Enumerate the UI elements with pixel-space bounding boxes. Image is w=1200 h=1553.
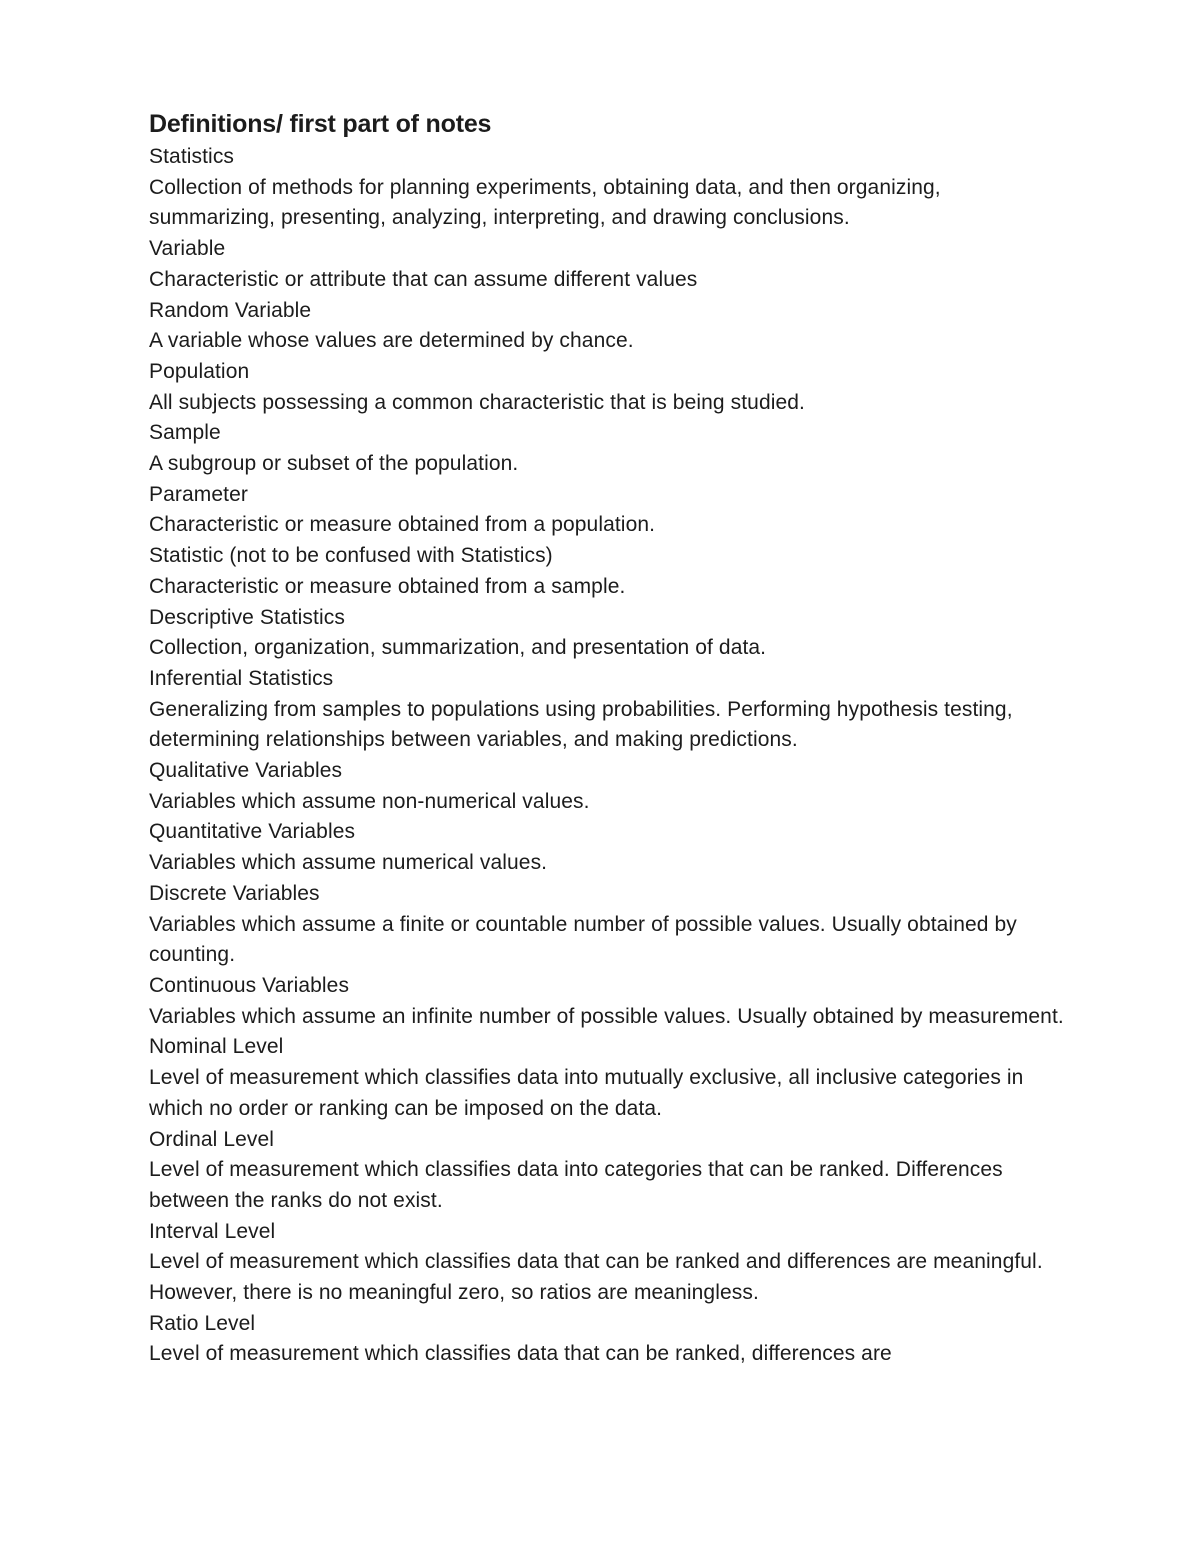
definition-entry <box>149 879 1069 971</box>
definition-entry <box>149 296 1069 357</box>
term: Sample <box>149 421 221 445</box>
term: Statistic (not to be confused with Statistics) <box>149 544 553 568</box>
definition: Collection, organization, summarization, and presentation of data. <box>149 636 767 660</box>
definition-entry <box>149 541 1069 602</box>
term: Nominal Level <box>149 1035 284 1059</box>
definition: Level of measurement which classifies data that can be ranked, differences are <box>149 1342 892 1366</box>
definition: All subjects possessing a common characteristic that is being studied. <box>149 390 805 414</box>
term: Parameter <box>149 482 248 506</box>
definition-entry <box>149 1217 1069 1309</box>
definition: Characteristic or attribute that can assume different values <box>149 267 698 291</box>
definitions-list <box>149 142 1069 1370</box>
document-title: Definitions/ first part of notes <box>149 110 492 138</box>
definition: Level of measurement which classifies data into categories that can be ranked. Differences between the ranks do not exist. <box>149 1158 1003 1212</box>
definition: A variable whose values are determined by chance. <box>149 329 634 353</box>
definition-entry <box>149 603 1069 664</box>
definition-entry <box>149 1032 1069 1124</box>
term: Statistics <box>149 145 235 168</box>
term: Descriptive Statistics <box>149 605 345 629</box>
definition-entry <box>149 664 1069 756</box>
definition-entry <box>149 1309 1069 1370</box>
document-page <box>149 108 1069 1370</box>
definition-entry <box>149 756 1069 817</box>
term: Inferential Statistics <box>149 666 334 690</box>
term: Variable <box>149 237 226 261</box>
definition: Variables which assume an infinite number of possible values. Usually obtained by measurement. <box>149 1004 1064 1028</box>
definition: A subgroup or subset of the population. <box>149 452 519 476</box>
term: Continuous Variables <box>149 973 350 997</box>
definition: Generalizing from samples to populations using probabilities. Performing hypothesis testing, determining relationships between variables, and making predictions. <box>149 697 1013 752</box>
term: Random Variable <box>149 298 312 322</box>
definition: Characteristic or measure obtained from a sample. <box>149 574 626 598</box>
definition-entry <box>149 480 1069 541</box>
definition-entry <box>149 234 1069 295</box>
definition-entry <box>149 357 1069 418</box>
definition: Level of measurement which classifies data into mutually exclusive, all inclusive categories in which no order or ranking can be imposed on the data. <box>149 1066 1024 1120</box>
definition-entry <box>149 1125 1069 1217</box>
definition-entry <box>149 418 1069 479</box>
definition: Level of measurement which classifies data that can be ranked and differences are meaningful. However, there is no meaningful zero, so ratios are meaningless. <box>149 1250 1043 1305</box>
definition-entry <box>149 971 1069 1032</box>
definition: Collection of methods for planning experiments, obtaining data, and then organizing, summarizing, presenting, analyzing, interpreting, and drawing conclusions. <box>149 175 941 230</box>
term: Quantitative Variables <box>149 820 356 844</box>
definition-entry <box>149 817 1069 878</box>
definition: Characteristic or measure obtained from a population. <box>149 513 656 537</box>
definition: Variables which assume numerical values. <box>149 851 548 875</box>
definition: Variables which assume a finite or countable number of possible values. Usually obtained by counting. <box>149 912 1017 967</box>
definition-entry <box>149 142 1069 234</box>
term: Ratio Level <box>149 1311 256 1335</box>
term: Ordinal Level <box>149 1127 275 1151</box>
term: Discrete Variables <box>149 881 320 905</box>
term: Population <box>149 359 250 383</box>
definition: Variables which assume non-numerical values. <box>149 789 590 813</box>
term: Interval Level <box>149 1219 276 1243</box>
term: Qualitative Variables <box>149 759 343 783</box>
